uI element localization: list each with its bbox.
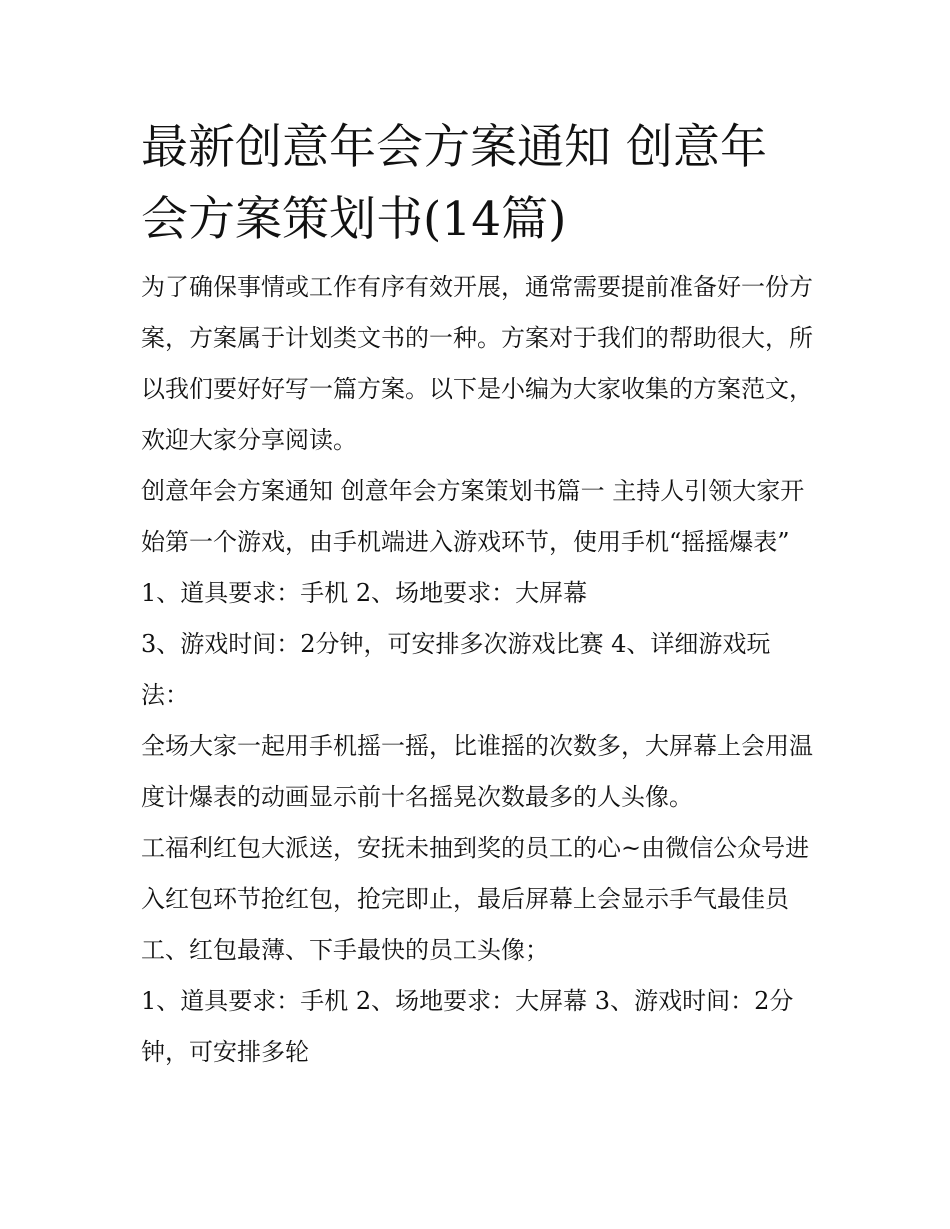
paragraph-red-envelope: 工福利红包大派送，安抚未抽到奖的员工的心~由微信公众号进入红包环节抢红包，抢完即止，最后屏幕上会显示手气最佳员工、红包最薄、下手最快的员工头像； <box>141 834 810 964</box>
document-body <box>141 112 813 1078</box>
paragraph-requirements: 1、道具要求：手机 2、场地要求：大屏幕 3、游戏时间：2分钟，可安排多轮 <box>141 987 794 1066</box>
document-title: 最新创意年会方案通知 创意年会方案策划书(14篇) <box>141 120 767 247</box>
paragraph-intro: 为了确保事情或工作有序有效开展，通常需要提前准备好一份方案，方案属于计划类文书的一种。方案对于我们的帮助很大，所以我们要好好写一篇方案。以下是小编为大家收集的方案范文，欢迎大家分享阅读。 <box>141 273 813 454</box>
paragraph-game-rules: 全场大家一起用手机摇一摇，比谁摇的次数多，大屏幕上会用温度计爆表的动画显示前十名摇晃次数最多的人头像。 <box>141 732 813 811</box>
paragraph-game-time: 3、游戏时间：2分钟，可安排多次游戏比赛 4、详细游戏玩法： <box>141 630 771 709</box>
paragraph-game-one: 创意年会方案通知 创意年会方案策划书篇一 主持人引领大家开始第一个游戏，由手机端进入游戏环节，使用手机“摇摇爆表” 1、道具要求：手机 2、场地要求：大屏幕 <box>141 477 805 607</box>
